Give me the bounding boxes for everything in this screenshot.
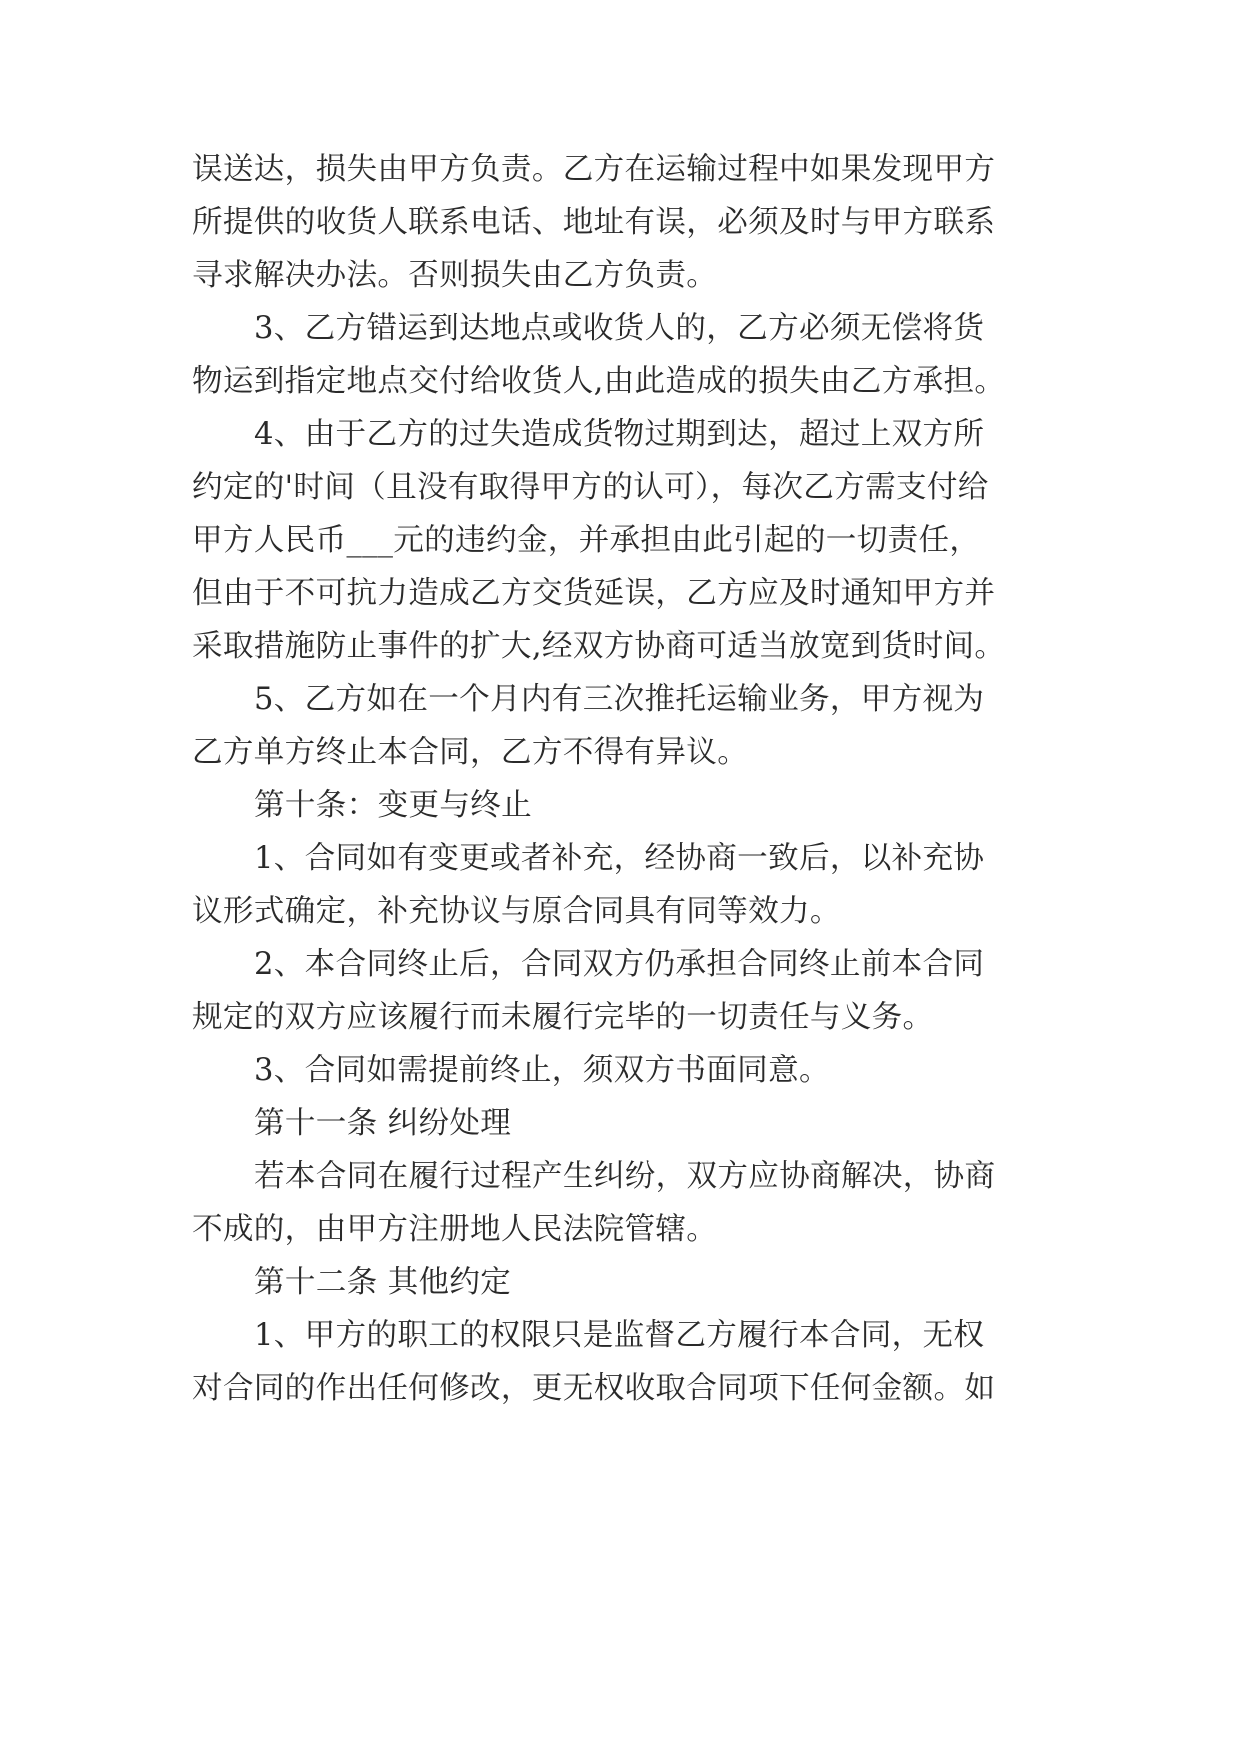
body-line: 采取措施防止事件的扩大,经双方协商可适当放宽到货时间。 xyxy=(192,629,1006,664)
section-heading: 第十一条 纠纷处理 xyxy=(254,1106,512,1141)
body-line: 乙方单方终止本合同，乙方不得有异议。 xyxy=(192,735,749,770)
clause-line: 1、合同如有变更或者补充，经协商一致后，以补充协 xyxy=(254,841,985,876)
body-line: 议形式确定，补充协议与原合同具有同等效力。 xyxy=(192,894,841,929)
body-line: 物运到指定地点交付给收货人,由此造成的损失由乙方承担。 xyxy=(192,364,1006,399)
body-line: 规定的双方应该履行而未履行完毕的一切责任与义务。 xyxy=(192,1000,934,1035)
clause-line: 3、合同如需提前终止，须双方书面同意。 xyxy=(254,1053,830,1088)
section-heading: 第十二条 其他约定 xyxy=(254,1265,512,1300)
body-line: 所提供的收货人联系电话、地址有误，必须及时与甲方联系 xyxy=(192,205,996,240)
clause-line: 5、乙方如在一个月内有三次推托运输业务，甲方视为 xyxy=(254,682,985,717)
body-line: 但由于不可抗力造成乙方交货延误，乙方应及时通知甲方并 xyxy=(192,576,996,611)
body-line: 约定的'时间（且没有取得甲方的认可），每次乙方需支付给 xyxy=(192,470,989,505)
clause-line: 1、甲方的职工的权限只是监督乙方履行本合同，无权 xyxy=(254,1318,985,1353)
section-heading: 第十条：变更与终止 xyxy=(254,788,533,823)
body-line: 甲方人民币___元的违约金，并承担由此引起的一切责任， xyxy=(192,523,981,558)
body-line: 寻求解决办法。否则损失由乙方负责。 xyxy=(192,258,718,293)
body-line: 误送达，损失由甲方负责。乙方在运输过程中如果发现甲方 xyxy=(192,152,996,187)
body-line: 不成的，由甲方注册地人民法院管辖。 xyxy=(192,1212,718,1247)
clause-line: 若本合同在履行过程产生纠纷，双方应协商解决，协商 xyxy=(254,1159,996,1194)
clause-line: 4、由于乙方的过失造成货物过期到达，超过上双方所 xyxy=(254,417,985,452)
body-line: 对合同的作出任何修改，更无权收取合同项下任何金额。如 xyxy=(192,1371,996,1406)
clause-line: 3、乙方错运到达地点或收货人的，乙方必须无偿将货 xyxy=(254,311,985,346)
clause-line: 2、本合同终止后，合同双方仍承担合同终止前本合同 xyxy=(254,947,985,982)
